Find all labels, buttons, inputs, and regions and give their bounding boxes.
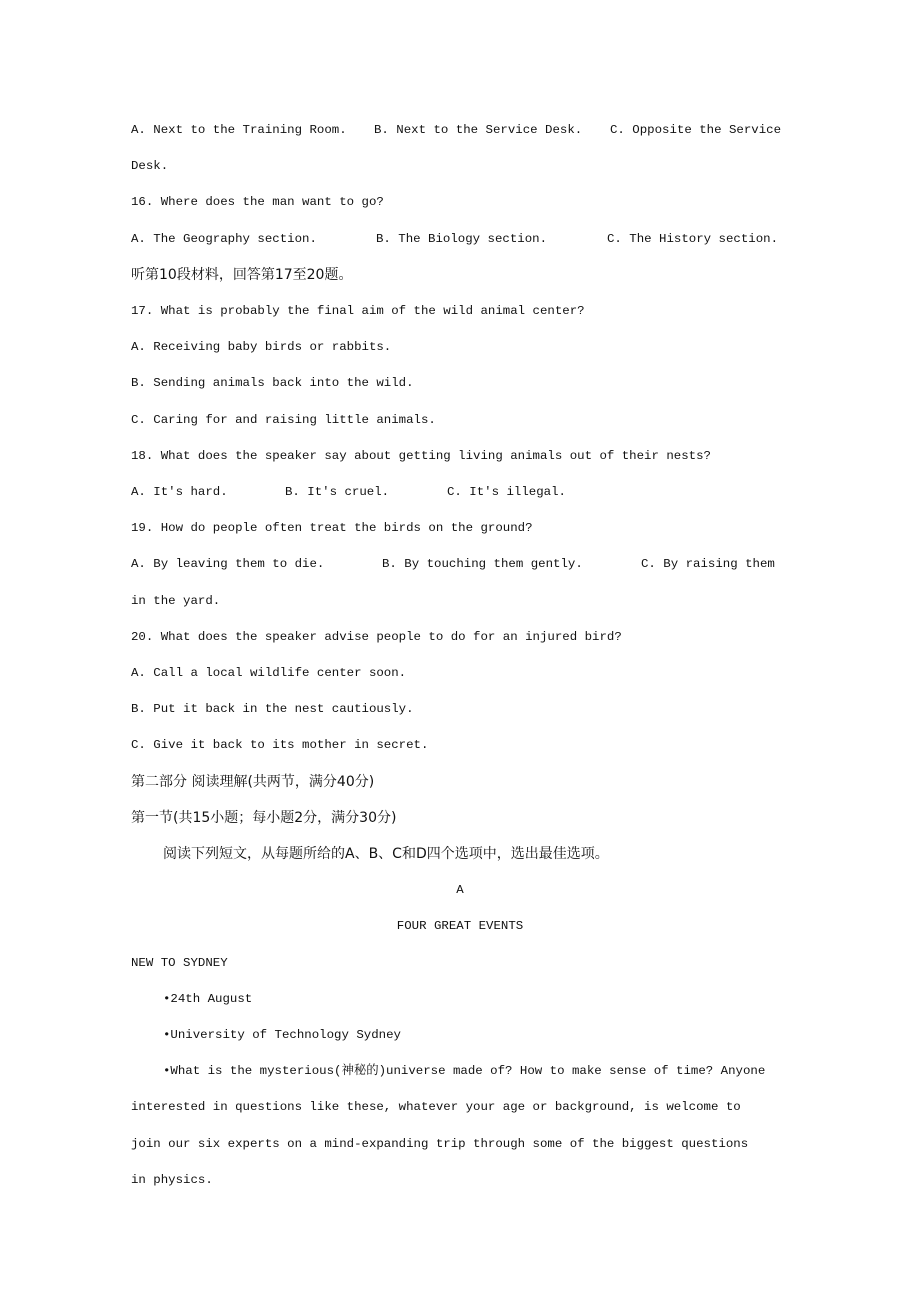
line-text: A. Receiving baby birds or rabbits. [131,340,392,355]
line-text: 第一节(共15小题；每小题2分，满分30分) [131,809,397,826]
line-text: A [456,883,464,898]
continuation [0,148,920,184]
text-line [0,402,920,438]
text-line [0,474,920,510]
text-line [0,727,920,763]
option-B: B. By touching them gently. [382,557,583,572]
option-A: A. Next to the Training Room. [131,123,347,137]
line-text: join our six experts on a mind-expanding trip through some of the biggest questions [131,1136,749,1151]
text-line [0,1053,920,1089]
line-text: C. Caring for and raising little animals. [131,412,436,427]
text-line [0,691,920,727]
option-B: B. The Biology section. [376,231,548,246]
line-text: C. Give it back to its mother in secret. [131,738,429,753]
line-text: 阅读下列短文，从每题所给的A、B、C和D四个选项中，选出最佳选项。 [163,846,609,862]
line-text: 听第10段材料，回答第17至20题。 [131,266,353,283]
section-instruction [0,257,920,293]
line-text: in physics. [131,1172,213,1187]
line-text: interested in questions like these, whatever your age or background, is welcome to [131,1100,741,1115]
line-text: 18. What does the speaker say about getting living animals out of their nests? [131,448,711,463]
line-text: •24th August [163,991,253,1006]
line-text: in the yard. [131,593,221,608]
line-text: 19. How do people often treat the birds on the ground? [131,521,533,536]
answer-options [0,221,920,257]
line-text: A. Call a local wildlife center soon. [131,666,407,680]
option-B: B. It's cruel. [285,485,390,499]
text-line [0,981,920,1017]
text-line [0,546,920,582]
text-line [0,1162,920,1198]
question-16 [0,184,920,220]
line-text: Desk. [131,159,169,174]
passage-label [0,872,920,908]
line-text: 17. What is probably the final aim of the wild animal center? [131,304,585,318]
text-line [0,655,920,691]
option-A: A. It's hard. [131,485,228,499]
answer-options [0,112,920,148]
text-line [0,329,920,365]
reading-instruction [0,836,920,872]
text-line [0,365,920,401]
line-text: B. Sending animals back into the wild. [131,376,414,391]
text-line [0,1017,920,1053]
line-text: 20. What does the speaker advise people to do for an injured bird? [131,629,622,644]
line-text: •University of Technology Sydney [163,1028,401,1042]
line-text: FOUR GREAT EVENTS [396,919,524,934]
event-heading [0,945,920,981]
question-17 [0,293,920,329]
option-B: B. Next to the Service Desk. [374,123,583,137]
question-19 [0,510,920,546]
line-text: NEW TO SYDNEY [131,955,228,970]
section-heading [0,800,920,836]
line-text: 第二部分 阅读理解(共两节，满分40分) [131,773,375,790]
question-18 [0,438,920,474]
text-line [0,1126,920,1162]
line-text: •What is the mysterious(神秘的)universe made of? How to make sense of time? Anyone [163,1064,766,1079]
text-line [0,583,920,619]
option-C: C. The History section. [607,231,779,246]
question-20 [0,619,920,655]
option-C: C. By raising them [641,557,775,572]
text-line [0,1089,920,1125]
line-text: B. Put it back in the nest cautiously. [131,702,414,717]
part-heading [0,764,920,800]
option-A: A. By leaving them to die. [131,557,325,572]
option-A: A. The Geography section. [131,231,317,246]
option-C: C. It's illegal. [447,485,566,499]
option-C: C. Opposite the Service [610,123,782,137]
passage-title [0,908,920,944]
line-text: 16. Where does the man want to go? [131,195,384,210]
